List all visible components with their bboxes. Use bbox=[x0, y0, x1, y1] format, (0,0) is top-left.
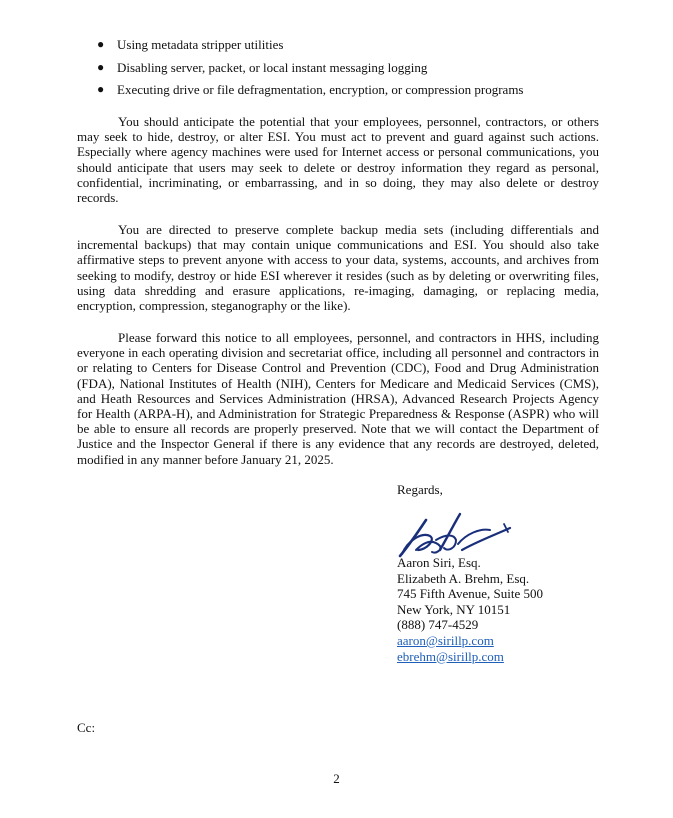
cc-label: Cc: bbox=[77, 720, 96, 735]
address-line-1: 745 Fifth Avenue, Suite 500 bbox=[397, 586, 544, 602]
bullet-icon: ● bbox=[97, 37, 105, 51]
paragraph-backup-preservation: You are directed to preserve complete backup media sets (including differentials and incremental backups) that may contain unique communications and ESI. You should also take affirmative steps to prevent anyone with access to your data, systems, accounts, and archives from seeking to modify, destroy or hide ESI wherever it resides (such as by deleting or overwriting files, using data shredding and erasure applications, re-imaging, damaging, or replacing media, encryption, compression, steganography or the like). bbox=[77, 222, 599, 314]
bullet-list bbox=[77, 37, 607, 105]
bullet-item: ● Disabling server, packet, or local instant messaging logging bbox=[97, 59, 428, 75]
bullet-item: ● Using metadata stripper utilities bbox=[97, 37, 284, 52]
bullet-item: ● Executing drive or file defragmentation, encryption, or compression programs bbox=[97, 82, 524, 97]
bullet-icon: ● bbox=[97, 59, 105, 74]
phone-number: (888) 747-4529 bbox=[397, 617, 479, 633]
email-link-ebrehm[interactable]: ebrehm@sirillp.com bbox=[397, 648, 504, 664]
paragraph-anticipate: You should anticipate the potential that your employees, personnel, contractors, or others may seek to hide, destroy, or alter ESI. You must act to prevent and guard against such actions. Especially where agency machines were used for Internet access or personal communications, you should anticipate that users may seek to delete or destroy information they regard as personal, confidential, incriminating, or embarrassing, and in so doing, they may also delete or destroy records. bbox=[77, 114, 599, 206]
address-line-2: New York, NY 10151 bbox=[397, 601, 511, 617]
page-number: 2 bbox=[333, 771, 340, 786]
signature-block bbox=[397, 555, 543, 664]
bullet-icon: ● bbox=[97, 82, 105, 96]
signature-icon bbox=[396, 510, 516, 560]
email-link-aaron[interactable]: aaron@sirillp.com bbox=[397, 632, 494, 648]
paragraph-forward-notice: Please forward this notice to all employees, personnel, and contractors in HHS, including everyone in each operating division and secretariat office, including all personnel and contractors in or relating to Centers for Disease Control and Prevention (CDC), Food and Drug Administration (FDA), National Institutes of Health (NIH), Centers for Medicare and Medicaid Services (CMS), and Heath Resources and Services Administration (HRSA), Advanced Research Projects Agency for Health (ARPA-H), and Administration for Strategic Preparedness & Response (ASPR) who will be able to ensure all records are properly preserved. Note that we will contact the Department of Justice and the Inspector General if there is any evidence that any records are destroyed, deleted, modified in any manner before January 21, 2025. bbox=[77, 330, 599, 467]
signatory-name-1: Aaron Siri, Esq. bbox=[397, 555, 481, 570]
closing: Regards, bbox=[397, 482, 443, 497]
signatory-name-2: Elizabeth A. Brehm, Esq. bbox=[397, 570, 530, 586]
